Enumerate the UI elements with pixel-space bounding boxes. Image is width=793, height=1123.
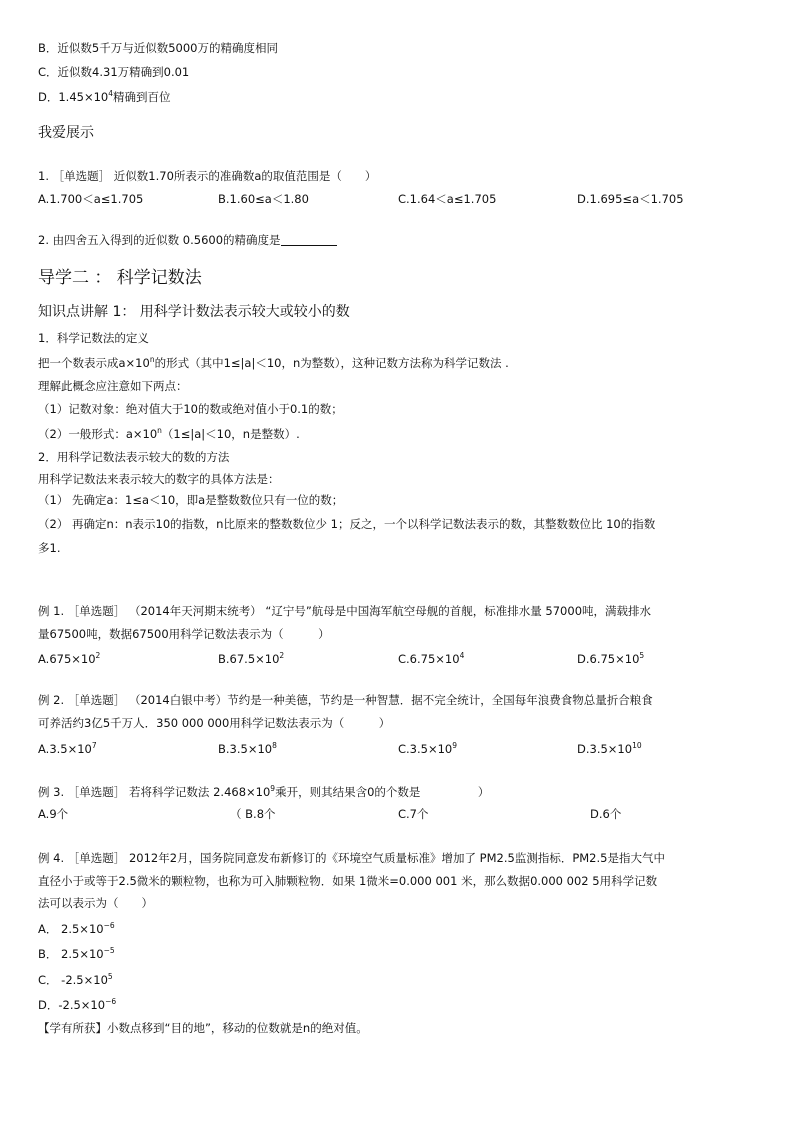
point-1: （1）记数对象：绝对值大于10的数或绝对值小于0.1的数；: [38, 402, 343, 416]
ex4-option-d: D．$-2.5\times 10^{-6}$: [38, 997, 117, 1012]
ex2-option-d: $D.3.5\times 10^{10}$: [577, 741, 642, 756]
takeaway-note: 【学有所获】小数点移到“目的地”，移动的位数就是n的绝对值。: [38, 1021, 368, 1035]
example-4-text: 例 4. ［单选题］ 2012年2月，国务院同意发布新修订的《环境空气质量标准》增加了 PM2.5监测指标．PM2.5是指大气中: [38, 851, 665, 865]
knowledge-point-title: 知识点讲解 1： 用科学计数法表示较大或较小的数: [38, 304, 350, 320]
definition-title: 1．科学记数法的定义: [38, 331, 149, 345]
answer-blank[interactable]: [281, 233, 337, 246]
option-b: B．近似数5千万与近似数5000万的精确度相同: [38, 41, 278, 55]
ex1-option-b: $B.67.5\times 10^2$: [218, 651, 285, 666]
method-step-2: （2） 再确定n：n表示10的指数，n比原来的整数数位少 1；反之，一个以科学记数法表示的数，其整数数位比 10的指数: [38, 517, 656, 531]
example-4-text-cont-2: 法可以表示为（ ）: [38, 896, 153, 910]
option-d: D．$1.45\times 10^4$精确到百位: [38, 89, 171, 104]
ex4-option-c: C． $-2.5\times 10^5$: [38, 972, 113, 987]
method-title: 2．用科学记数法表示较大的数的方法: [38, 450, 230, 464]
example-1-text: 例 1. ［单选题］ （2014年天河期末统考） “辽宁号”航母是中国海军航空母舰的首舰，标准排水量 57000吨，满载排水: [38, 604, 652, 618]
method-step-2-cont: 多1.: [38, 541, 61, 555]
ex2-option-b: $B.3.5\times 10^8$: [218, 741, 277, 756]
show-question-2: 2. 由四舍五入得到的近似数 0.5600的精确度是: [38, 232, 337, 248]
ex3-option-b: （ B.8个: [230, 807, 276, 821]
example-2-text-cont: 可养活约3亿5千万人．350 000 000用科学记数法表示为（ ）: [38, 716, 391, 730]
section-title: 导学二 ： 科学记数法: [38, 268, 202, 288]
method-intro: 用科学记数法来表示较大的数字的具体方法是：: [38, 472, 280, 486]
example-4-text-cont: 直径小于或等于2.5微米的颗粒物，也称为可入肺颗粒物．如果 1微米=0.000 001 米，那么数据0.000 002 5用科学记数: [38, 874, 658, 888]
ex4-option-b: B． $2.5\times 10^{-5}$: [38, 946, 115, 961]
ex1-option-c: $C.6.75\times 10^4$: [398, 651, 465, 666]
q1-option-a: A.1.700＜a≤1.705: [38, 192, 144, 206]
ex2-option-a: $A.3.5\times 10^7$: [38, 741, 97, 756]
definition-text: 把一个数表示成$a\times 10^n$的形式（其中1≤|a|＜10，n为整数），这种记数方法称为科学记数法 .: [38, 355, 509, 370]
ex1-option-a: $A.675\times 10^2$: [38, 651, 101, 666]
method-step-1: （1） 先确定a：1≤a＜10，即a是整数数位只有一位的数；: [38, 493, 344, 507]
example-2-text: 例 2. ［单选题］ （2014白银中考）节约是一种美德，节约是一种智慧．据不完全统计，全国每年浪费食物总量折合粮食: [38, 693, 653, 707]
example-1-text-cont: 量67500吨，数据67500用科学记数法表示为（ ）: [38, 627, 330, 641]
q1-option-b: B.1.60≤a＜1.80: [218, 192, 309, 206]
understand-text: 理解此概念应注意如下两点：: [38, 379, 188, 393]
ex3-option-c: C.7个: [398, 807, 429, 821]
q1-option-d: D.1.695≤a＜1.705: [577, 192, 684, 206]
ex2-option-c: $C.3.5\times 10^9$: [398, 741, 458, 756]
ex3-option-a: A.9个: [38, 807, 69, 821]
ex4-option-a: A． $2.5\times 10^{-6}$: [38, 921, 115, 936]
show-title: 我爱展示: [38, 125, 94, 141]
ex1-option-d: $D.6.75\times 10^5$: [577, 651, 645, 666]
point-2: （2）一般形式：$a\times 10^n(1\le|a|<10$，n是整数）.: [38, 426, 300, 441]
ex3-option-d: D.6个: [590, 807, 622, 821]
q1-option-c: C.1.64＜a≤1.705: [398, 192, 497, 206]
show-question-1: 1. ［单选题］ 近似数1.70所表示的准确数a的取值范围是（ ）: [38, 169, 377, 183]
option-c: C．近似数4.31万精确到0.01: [38, 65, 190, 79]
example-3-text: 例 3. ［单选题］ 若将科学记数法 $2.468\times 10^9$乘开，则其结果含0的个数是 ）: [38, 784, 490, 799]
